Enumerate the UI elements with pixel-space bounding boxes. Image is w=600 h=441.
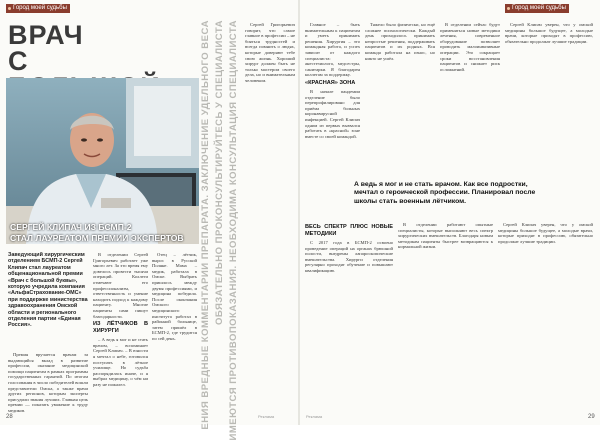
right-column-5 bbox=[305, 222, 393, 410]
right-column-7 bbox=[498, 222, 593, 410]
caption-line-1: СЕРГЕЙ КЛИПАЧ ИЗ БСМП-2 bbox=[10, 222, 132, 232]
headline-line-1: ВРАЧ bbox=[8, 20, 84, 50]
left-column-1-text: Премия вручается врачам за выдающийся вклад в развитие профессии, оказание медицинской помощи пациентам в рамках программы государственных гарантий. По итогам голосования в число победителей вошли представители Омска, а также врачи других регионов, которым эксперты присудили звания лучших. Главная цель премии — показать уважение к труду медиков. bbox=[8, 352, 88, 413]
article-lead: Заведующий хирургическим отделением БСМП-2 Сергей Клипач стал лауреатом общенациональной премии «Врач с большой буквы», которую учредила компания «АльфаСтрахование-ОМС» при поддержке министерства здравоохранения Омской области и регионального отделения партии «Единая Россия». bbox=[8, 252, 88, 329]
page-number-left: 28 bbox=[6, 414, 13, 420]
page-number-right: 29 bbox=[588, 414, 595, 420]
left-column-1 bbox=[8, 352, 88, 413]
left-column-2-text: В отделении Сергей Григорьевич работает уже много лет. За это время ему довелось провести тысячи операций. Коллеги отмечают его профессионализм, ответственность и умение находить подход к каждому пациенту. Многие пациенты сами пишут благодарности. bbox=[93, 252, 148, 319]
left-column-2-subhead: ИЗ ЛЁТЧИКОВ В ХИРУРГИ bbox=[93, 321, 148, 335]
right-column-1 bbox=[305, 22, 360, 177]
spread-gutter bbox=[298, 0, 300, 425]
left-column-3-text: Отец – лётчик, вырос в Русской Поляне. Мама – медик, работала в Омске. Выбрать пришлось между двумя профессиями, и медицина победила. После окончания Омского медицинского института работал в районной больнице, затем пришёл в БСМП-2, где трудится по сей день. bbox=[152, 252, 197, 341]
right-column-5-subhead: ВЕСЬ СПЕКТР ПЛЮС НОВЫЕ МЕТОДИКИ bbox=[305, 224, 393, 237]
right-column-1-text: Главное – быть внимательным к пациентам и уметь принимать решения. Хирургия – это командная работа, и успех зависит от каждого специалиста: анестезиолога, медсестры, санитарки. Я благодарен коллегам за поддержку. bbox=[305, 22, 360, 78]
right-column-5-text: С 2017 года в БСМП-2 освоено проведение операций на органах брюшной полости, внедрены лапароскопические вмешательства. Хирурги отделения регулярно проходят обучение и повышают квалификацию. bbox=[305, 240, 393, 273]
right-column-2-text: Тяжело было физически, но ещё сложнее психологически. Каждый день приходилось принимать непростые решения, поддерживать пациентов и их родных. Вся команда работала на износ, но никто не ушёл. bbox=[365, 22, 435, 61]
left-column-2 bbox=[93, 252, 148, 410]
left-column-2-text-b: – А ведь я мог и не стать врачом, – вспоминает Сергей Клипач. – В юности я мечтал о небе, готовился поступать в лётное училище. Но судьба распорядилась иначе, и я выбрал медицину, о чём ни разу не пожалел. bbox=[93, 337, 148, 387]
doctor-photo-image bbox=[6, 78, 199, 244]
headline-line-2: С bbox=[8, 46, 29, 76]
right-column-6 bbox=[398, 222, 493, 410]
vertical-disclaimer-2 bbox=[214, 20, 226, 400]
left-column-4 bbox=[245, 22, 295, 410]
vertical-disclaimer-text-1: ЕНИЯ ВРЕДНЫЕ КОММЕНТАРИИ ПРЕПАРАТА. ЗАКЛЮЧЕНИЕ УДЕЛЬНОГО ВЕСА bbox=[200, 20, 211, 430]
right-column-1-subhead: «КРАСНАЯ» ЗОНА bbox=[305, 79, 356, 86]
footer-note-right: Реклама bbox=[306, 414, 323, 419]
left-column-3 bbox=[152, 252, 197, 410]
right-column-3 bbox=[440, 22, 500, 177]
doctor-photo bbox=[6, 78, 199, 244]
caption-line-2: СТАЛ ЛАУРЕАТОМ ПРЕМИИ ЭКСПЕРТОВ bbox=[10, 233, 184, 243]
pull-quote: А ведь я мог и не стать врачом. Как все подростки, мечтал о героической профессии. Планировал после школы стать военным лётчиком. bbox=[354, 181, 536, 205]
right-column-4 bbox=[505, 22, 593, 177]
right-column-2 bbox=[365, 22, 435, 177]
right-column-4-text: Сергей Клипач уверен, что у омской медицины большое будущее, а молодые врачи, которые приходят в профессию, обязательно продолжат лучшие традиции. bbox=[505, 22, 593, 44]
vertical-disclaimer-3 bbox=[228, 20, 240, 441]
footer-note-left: Реклама bbox=[258, 414, 275, 419]
right-column-1-text-b: В начале пандемии отделение было перепрофилировано для приёма больных коронавирусной инфекцией. Сергей Клипач одним из первых вызвался работать в «красной» зоне вместе со своей командой. bbox=[305, 88, 360, 139]
section-tag-right: Город моей судьбы bbox=[505, 4, 569, 13]
section-tag: Город моей судьбы bbox=[6, 4, 70, 13]
vertical-disclaimer-text-2: ОБЯЗАТЕЛЬНО ПРОКОНСУЛЬТИРУЙТЕСЬ У СПЕЦИАЛИСТА bbox=[214, 20, 225, 326]
right-column-6-text: В отделении работают опытные специалисты, которые выполняют весь спектр хирургических вмешательств. Благодаря новым методикам пациенты быстрее возвращаются к нормальной жизни. bbox=[398, 222, 493, 250]
right-column-7-text: Сергей Клипач уверен, что у омской медицины большое будущее, а молодые врачи, которые приходят в профессию, обязательно продолжат лучшие традиции. bbox=[498, 222, 593, 244]
vertical-disclaimer-text-3: ИМЕЮТСЯ ПРОТИВОПОКАЗАНИЯ. НЕОБХОДИМА КОНСУЛЬТАЦИЯ СПЕЦИАЛИСТА bbox=[228, 20, 239, 441]
left-column-4-text: Сергей Григорьевич говорит, что самое главное в профессии – не бояться трудностей и всегда помнить о людях, которые доверяют тебе свою жизнь. Хороший хирург должен быть не только мастером своего дела, но и внимательным человеком. bbox=[245, 22, 295, 83]
photo-caption bbox=[10, 222, 196, 244]
vertical-disclaimer-1 bbox=[200, 20, 212, 430]
right-column-3-text: В отделении сейчас будут применяться новые методики лечения, современное оборудование позволяет проводить малоинвазивные операции. Это сокращает сроки восстановления пациентов и снижает риск осложнений. bbox=[440, 22, 500, 72]
